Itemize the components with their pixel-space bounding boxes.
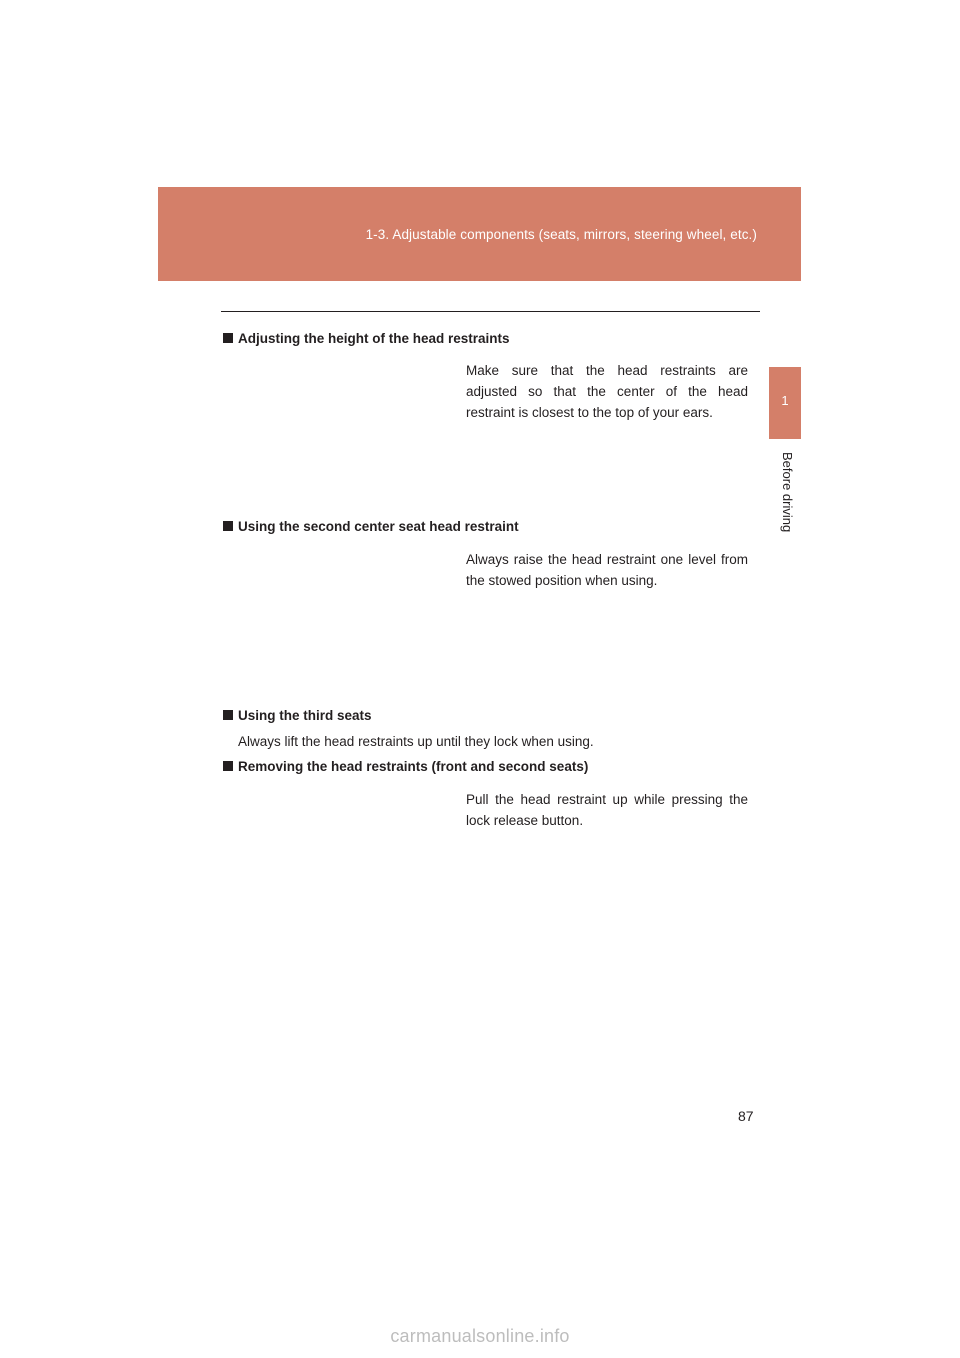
- section-heading: [223, 331, 510, 346]
- square-bullet-icon: [223, 333, 233, 343]
- chapter-label: Before driving: [780, 452, 795, 533]
- page-number: 87: [738, 1108, 754, 1124]
- header-band: [158, 187, 801, 281]
- heading-text: Adjusting the height of the head restraints: [238, 331, 510, 346]
- section-text: Pull the head restraint up while pressing the lock release button.: [466, 792, 748, 828]
- section-heading: [223, 708, 372, 723]
- watermark: carmanualsonline.info: [390, 1326, 570, 1346]
- section-text: Always lift the head restraints up until they lock when using.: [238, 734, 594, 749]
- heading-text: Using the second center seat head restraint: [238, 519, 519, 534]
- section-heading: [223, 759, 588, 774]
- section-text: Always raise the head restraint one level from the stowed position when using.: [466, 552, 748, 588]
- top-rule: [221, 311, 760, 312]
- square-bullet-icon: [223, 710, 233, 720]
- section-title: 1-3. Adjustable components (seats, mirrors, steering wheel, etc.): [365, 227, 757, 242]
- heading-text: Using the third seats: [238, 708, 372, 723]
- chapter-tab: [769, 367, 801, 439]
- section-heading: [223, 519, 519, 534]
- section-text: Make sure that the head restraints are adjusted so that the center of the head restraint is closest to the top of your ears.: [466, 363, 748, 420]
- heading-text: Removing the head restraints (front and second seats): [238, 759, 589, 774]
- square-bullet-icon: [223, 761, 233, 771]
- chapter-number: 1: [781, 393, 789, 408]
- square-bullet-icon: [223, 521, 233, 531]
